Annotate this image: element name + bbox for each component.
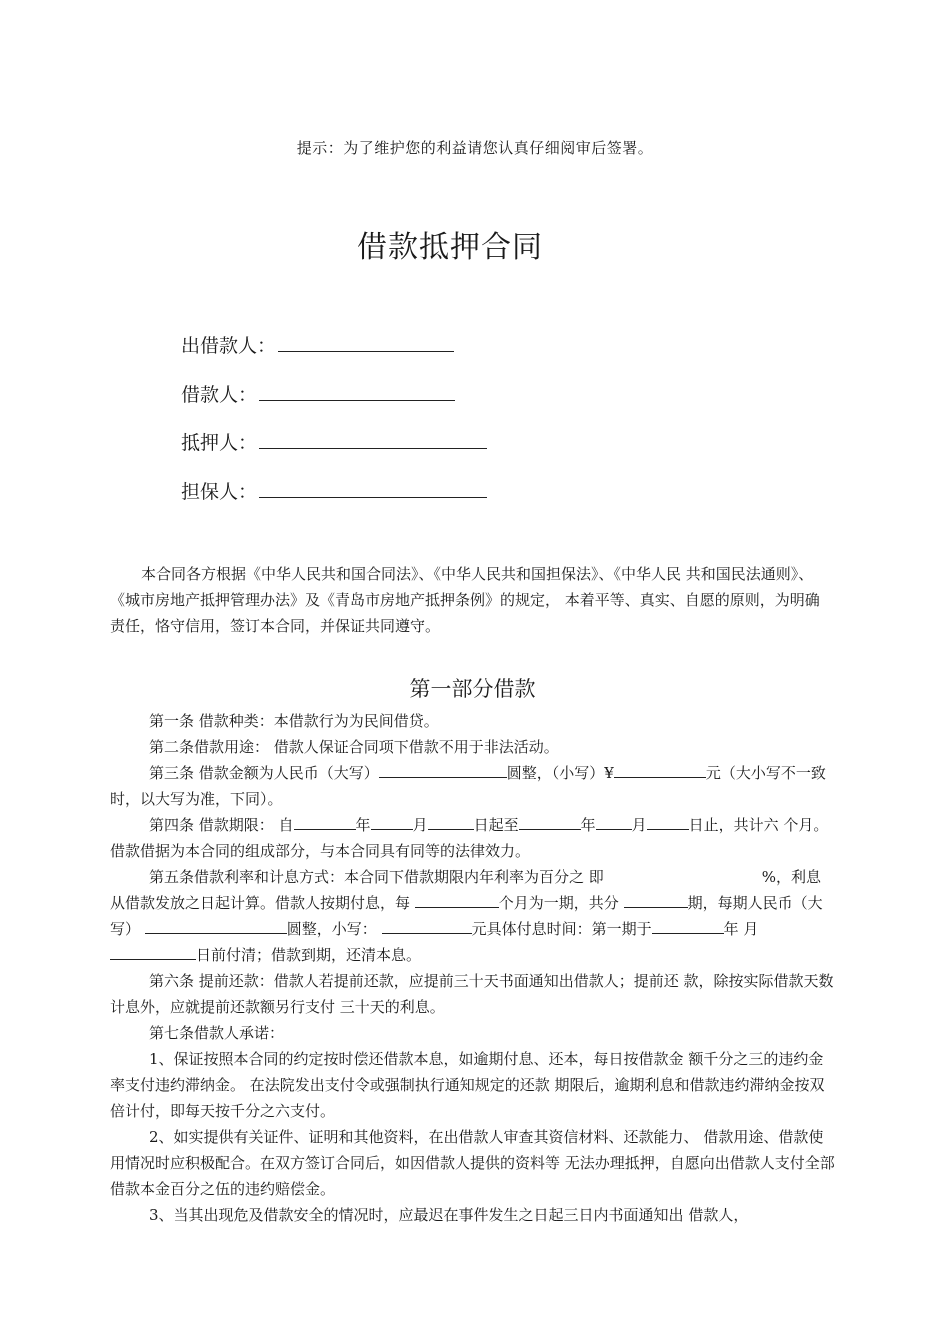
article-5-text: 元具体付息时间：第一期 [471, 920, 637, 938]
signing-hint: 提示：为了维护您的利益请您认真仔细阅审后签署。 [296, 139, 654, 157]
article-5-text: %， [761, 868, 792, 886]
article-2: 第二条借款用途： 借款人保证合同项下借款不用于非法活动。 [149, 738, 559, 756]
end-year-blank[interactable] [519, 815, 581, 830]
article-3 [110, 760, 836, 812]
party-lender-blank[interactable] [278, 333, 454, 352]
section-title: 第一部分借款 [409, 677, 536, 701]
party-guarantor [181, 477, 487, 504]
end-day-blank[interactable] [647, 815, 689, 830]
article-5-text: 第五条借款利率和计息方式：本合同下借款期限内年利率为百分之 即 [149, 868, 604, 886]
article-4-text: 第四条 借款期限： 自 [149, 816, 294, 834]
amount-words-blank[interactable] [379, 763, 507, 778]
article-7: 第七条借款人承诺： [149, 1024, 285, 1042]
party-mortgagor-label: 抵押人： [181, 432, 258, 454]
party-guarantor-blank[interactable] [259, 479, 487, 498]
article-5-text: 每期人民币（大写） [110, 894, 823, 938]
article-5-text: 圆整，小写： [286, 920, 377, 938]
article-5-text: 于 [636, 920, 652, 938]
article-6: 第六条 提前还款：借款人若提前还款，应提前三十天书面通知出借款人；提前还 款，除按实际借款天数计息外，应就提前还款额另行支付 三十天的利息。 [110, 972, 834, 1016]
article-5-text: 利息从借款发放之日起计算。借款人按期付息，每 [110, 868, 822, 912]
party-mortgagor [181, 428, 487, 455]
preamble-paragraph: 本合同各方根据《中华人民共和国合同法》、《中华人民共和国担保法》、《中华人民 共和国民法通则》、《城市房地产抵押管理办法》及《青岛市房地产抵押条例》的规定， 本着平等、真实、自愿的原则，为明确责任，恪守信用，签订本合同，并保证共同遵守。 [110, 565, 820, 635]
article-5 [110, 864, 836, 968]
party-lender-label: 出借款人： [181, 335, 277, 357]
article-5-text: 年 月 [723, 920, 759, 938]
article-4-text: 日起至 [473, 816, 519, 834]
article-4-text: 日止，共计六 个月。借款借据为本合同的组成部分，与本合同具有同等的法律效力。 [110, 816, 829, 860]
start-day-blank[interactable] [428, 815, 474, 830]
first-period-day-blank[interactable] [110, 945, 196, 960]
article-4-text: 月 [631, 816, 647, 834]
start-month-blank[interactable] [371, 815, 413, 830]
article-3-text: 圆整，（小写）¥ [506, 764, 614, 782]
article-5-text: 个月为一期，共分 [498, 894, 619, 912]
party-borrower-blank[interactable] [259, 382, 455, 401]
contract-body [110, 708, 836, 1228]
article-4-text: 年 [580, 816, 596, 834]
period-months-blank[interactable] [415, 893, 499, 908]
article-7-item-1: 1、保证按照本合同的约定按时偿还借款本息，如逾期付息、还本，每日按借款金 额千分之三的违约金率支付违约滞纳金。 在法院发出支付令或强制执行通知规定的还款 期限后，逾期利息和借款违约滞纳金按双倍计付，即每天按千分之六支付。 [110, 1050, 825, 1120]
amount-figures-blank[interactable] [614, 763, 706, 778]
start-year-blank[interactable] [294, 815, 356, 830]
article-5-text: 期， [687, 894, 718, 912]
article-4-text: 月 [412, 816, 428, 834]
document-title: 借款抵押合同 [357, 230, 543, 265]
article-7-item-3: 3、当其出现危及借款安全的情况时，应最迟在事件发生之日起三日内书面通知出 借款人， [149, 1206, 749, 1224]
party-guarantor-label: 担保人： [181, 481, 258, 503]
installment-figures-blank[interactable] [382, 919, 472, 934]
article-3-text: 元（大小写不一致时，以大写为准，下同）。 [110, 764, 826, 808]
period-count-blank[interactable] [624, 893, 688, 908]
article-1: 第一条 借款种类：本借款行为为民间借贷。 [149, 712, 439, 730]
end-month-blank[interactable] [596, 815, 632, 830]
article-4-text: 年 [355, 816, 371, 834]
article-5-text: 日前付清；借款到期，还清本息。 [196, 946, 422, 964]
party-mortgagor-blank[interactable] [259, 430, 487, 449]
installment-words-blank[interactable] [145, 919, 287, 934]
article-3-text: 第三条 借款金额为人民币（大写） [149, 764, 379, 782]
party-borrower [181, 380, 455, 407]
first-period-year-blank[interactable] [652, 919, 724, 934]
party-lender [181, 331, 454, 358]
party-borrower-label: 借款人： [181, 384, 258, 406]
article-4 [110, 812, 836, 864]
article-7-item-2: 2、如实提供有关证件、证明和其他资料，在出借款人审查其资信材料、还款能力、 借款用途、借款使用情况时应积极配合。在双方签订合同后，如因借款人提供的资料等 无法办理抵押，自愿向出借款人支付全部借款本金百分之伍的违约赔偿金。 [110, 1128, 835, 1198]
